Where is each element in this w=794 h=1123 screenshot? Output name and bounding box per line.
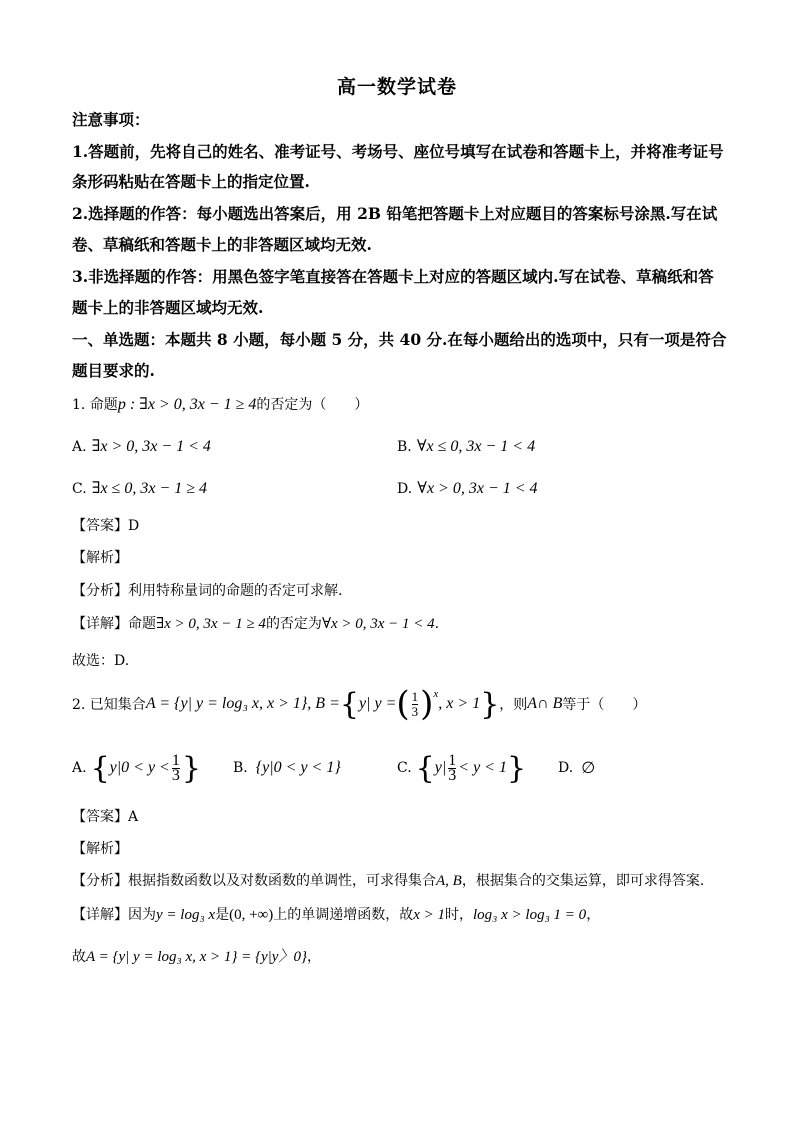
q2-option-c-num: 1	[448, 751, 457, 769]
q1-option-a[interactable]	[72, 436, 211, 456]
q2-prefix: 2. 已知集合	[72, 697, 146, 713]
q1-option-d-label: D.	[397, 481, 413, 497]
section1-line2: 题目要求的.	[72, 361, 155, 380]
q2-paren-close: )	[420, 684, 434, 724]
q2-fenxi-pre: 根据指数函数以及对数函数的单调性，可求得集合	[128, 873, 436, 889]
q2-option-a[interactable]	[72, 748, 201, 788]
q1-option-b-label: B.	[397, 439, 412, 455]
notes-item3-line1: 3.非选择题的作答：用黑色签字笔直接答在答题卡上对应的答题区域内.写在试卷、草稿纸和答	[72, 267, 714, 286]
page-title: 高一数学试卷	[336, 76, 457, 98]
q1-option-c[interactable]	[72, 478, 207, 498]
q1-answer	[72, 515, 139, 535]
notes-item2-line2: 卷、草稿纸和答题卡上的非答题区域均无效.	[72, 235, 372, 254]
notes-heading: 注意事项：	[72, 110, 150, 129]
q2-option-a-fraction	[171, 751, 180, 784]
q1-option-a-label: A.	[72, 439, 87, 455]
q1-proposition: p : ∃x > 0, 3x − 1 ≥ 4	[117, 396, 257, 413]
q2-set-b-frac-den: 3	[411, 703, 419, 719]
q1-detail	[72, 613, 439, 633]
q2-set-b-open-brace: {	[339, 686, 359, 722]
q2-set-b-y: y| y =	[358, 695, 397, 712]
q2-detail-math2: (0, +∞)	[229, 907, 274, 923]
q2-option-c-den: 3	[448, 766, 457, 784]
q2-option-a-label: A.	[72, 760, 87, 776]
q1-option-d[interactable]	[397, 478, 538, 498]
q2-option-a-num: 1	[171, 751, 180, 769]
q1-option-b[interactable]	[397, 436, 535, 456]
q1-answer-value: D	[128, 518, 140, 534]
q1-fenxi	[72, 580, 342, 600]
q2-paren-open: (	[396, 684, 410, 724]
q1-option-b-text: ∀x ≤ 0, 3x − 1 < 4	[416, 438, 536, 455]
q2-suffix: 等于（ ）	[562, 697, 647, 713]
q2-set-b-fraction	[412, 690, 419, 719]
q2-stem	[72, 684, 646, 724]
q2-detail-end: ，	[586, 907, 601, 923]
q1-detail-math2: ∀x > 0, 3x − 1 < 4	[321, 616, 435, 632]
q2-option-d-label: D.	[558, 760, 574, 776]
q1-option-a-text: ∃x > 0, 3x − 1 < 4	[91, 438, 211, 455]
q2-option-b[interactable]	[233, 748, 341, 788]
q2-detail-tag: 【详解】	[72, 907, 128, 923]
q2-option-a-close-brace: }	[181, 750, 201, 786]
q2-option-c[interactable]	[397, 748, 526, 788]
q2-option-a-den: 3	[171, 766, 180, 784]
q2-option-b-text: {y|0 < y < 1}	[255, 759, 341, 776]
q2-option-c-close-brace: }	[506, 750, 527, 786]
q2-detail-pre: 因为	[128, 907, 156, 923]
q2-detail	[72, 904, 600, 924]
q2-suffix-math: A∩ B	[527, 695, 563, 712]
q1-answer-tag: 【答案】	[72, 518, 128, 534]
q1-conclusion: 故选：D.	[72, 653, 130, 669]
q2-analysis-tag: 【解析】	[72, 841, 128, 857]
q1-detail-pre: 命题	[128, 616, 156, 632]
q2-fenxi-tag: 【分析】	[72, 873, 128, 889]
q2-set-b-frac-num: 1	[411, 688, 419, 704]
q2-option-a-text: y|0 < y <	[109, 759, 170, 776]
q2-last-end: ，	[306, 949, 321, 965]
q2-option-a-open-brace: {	[90, 750, 110, 786]
q1-suffix: 的否定为（ ）	[256, 397, 369, 413]
q2-suffix-pre: ，则	[499, 697, 528, 713]
notes-item2-line1: 2.选择题的作答：每小题选出答案后，用 2B 铅笔把答题卡上对应题目的答案标号涂黑.写在试	[72, 204, 718, 223]
q2-detail-math1: y = log₃ x	[156, 907, 216, 923]
notes-item1-line2: 条形码粘贴在答题卡上的指定位置.	[72, 172, 310, 191]
q2-fenxi-math: A, B	[436, 873, 462, 889]
q2-answer-tag: 【答案】	[72, 809, 128, 825]
q1-option-c-text: ∃x ≤ 0, 3x − 1 ≥ 4	[91, 480, 208, 497]
q1-option-d-text: ∀x > 0, 3x − 1 < 4	[417, 480, 538, 497]
notes-item1-line1: 1.答题前，先将自己的姓名、准考证号、考场号、座位号填写在试卷和答题卡上，并将准考证号	[72, 142, 724, 161]
q2-set-b-close-brace: }	[480, 686, 500, 722]
q1-detail-tag: 【详解】	[72, 616, 128, 632]
q1-fenxi-tag: 【分析】	[72, 583, 128, 599]
q1-prefix: 1. 命题	[72, 397, 118, 413]
q2-detail-math3: x > 1	[413, 907, 446, 923]
q2-answer-value: A	[128, 809, 139, 825]
q2-detail-mid1: 是	[215, 907, 230, 923]
q2-last-pre: 故	[72, 949, 86, 965]
q2-detail-math4: log₃ x > log₃ 1 = 0	[473, 907, 587, 923]
q2-option-d[interactable]	[558, 748, 595, 788]
q2-detail-mid3: 时，	[445, 907, 474, 923]
q2-last-math: A = {y| y = log₃ x, x > 1} = {y|y〉0}	[86, 949, 307, 965]
q1-fenxi-text: 利用特称量词的命题的否定可求解.	[128, 583, 343, 599]
notes-item3-line2: 题卡上的非答题区域均无效.	[72, 298, 264, 317]
q2-set-b-exponent: x	[433, 688, 439, 700]
q1-stem	[72, 394, 368, 414]
q2-option-c-pre: y|	[434, 759, 447, 776]
q1-detail-math1: ∃x > 0, 3x − 1 ≥ 4	[156, 616, 266, 632]
section1-line1: 一、单选题：本题共 8 小题，每小题 5 分，共 40 分.在每小题给出的选项中，只有一项是符合	[72, 330, 727, 349]
q2-option-c-post: < y < 1	[458, 759, 507, 776]
q2-option-d-text: ∅	[581, 760, 596, 777]
q2-option-c-fraction	[448, 751, 457, 784]
q1-detail-end: .	[434, 616, 440, 632]
q1-detail-mid: 的否定为	[265, 616, 322, 632]
q2-answer	[72, 806, 138, 826]
q2-fenxi-post: ，根据集合的交集运算，即可求得答案.	[461, 873, 705, 889]
q1-analysis-tag: 【解析】	[72, 550, 128, 566]
q2-detail-mid2: 上的单调递增函数，故	[273, 907, 414, 923]
q2-option-c-label: C.	[397, 760, 412, 776]
q2-option-c-open-brace: {	[415, 750, 435, 786]
q2-last-line	[72, 945, 321, 966]
q2-set-a: A = {y| y = log₃ x, x > 1}, B =	[145, 695, 340, 712]
q2-set-b-rest: , x > 1	[438, 695, 481, 712]
q2-fenxi	[72, 870, 704, 890]
q1-option-c-label: C.	[72, 481, 87, 497]
q2-option-b-label: B.	[233, 760, 248, 776]
